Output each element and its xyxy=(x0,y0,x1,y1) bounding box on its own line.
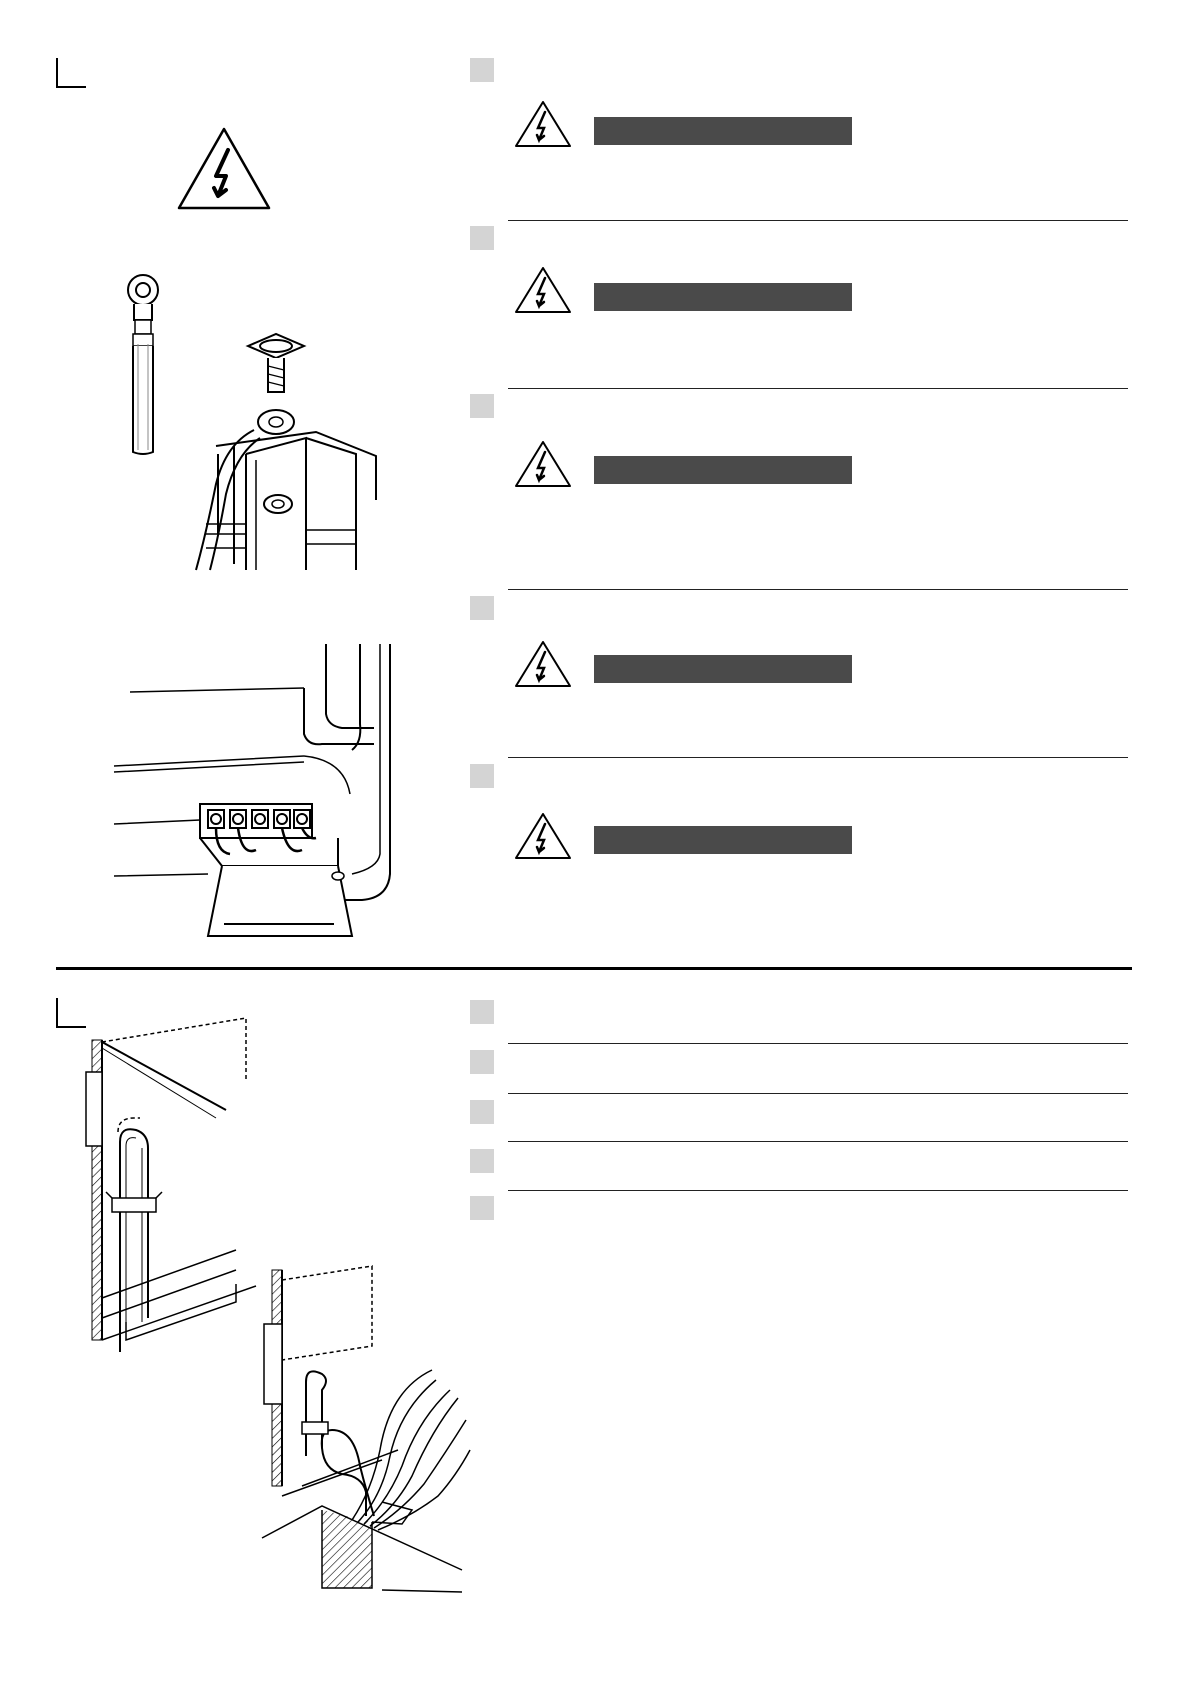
step-divider xyxy=(508,757,1128,758)
step-divider xyxy=(508,1093,1128,1094)
step-divider xyxy=(508,589,1128,590)
step-divider xyxy=(508,1141,1128,1142)
section-1-marker xyxy=(56,58,86,88)
warning-label-bar xyxy=(594,456,852,484)
step-marker xyxy=(470,226,494,250)
step-divider xyxy=(508,1190,1128,1191)
high-voltage-warning-icon xyxy=(176,126,272,212)
conduit-floor-cables-illustration xyxy=(262,1270,472,1610)
high-voltage-warning-icon xyxy=(514,812,572,860)
section-separator xyxy=(56,967,1132,970)
warning-label-bar xyxy=(594,826,852,854)
high-voltage-warning-icon xyxy=(514,100,572,148)
warning-label-bar xyxy=(594,117,852,145)
step-marker xyxy=(470,1100,494,1124)
high-voltage-warning-icon xyxy=(514,440,572,488)
ring-terminal-illustration xyxy=(116,272,176,460)
step-marker xyxy=(470,1000,494,1024)
section-2-marker xyxy=(56,998,86,1028)
high-voltage-warning-icon xyxy=(514,266,572,314)
step-marker xyxy=(470,1149,494,1173)
step-marker xyxy=(470,764,494,788)
step-marker xyxy=(470,596,494,620)
step-marker xyxy=(470,394,494,418)
step-divider xyxy=(508,1043,1128,1044)
warning-label-bar xyxy=(594,655,852,683)
step-marker xyxy=(470,1196,494,1220)
terminal-box-illustration xyxy=(112,644,402,940)
step-divider xyxy=(508,388,1128,389)
terminal-screw-illustration xyxy=(196,334,386,570)
warning-label-bar xyxy=(594,283,852,311)
step-marker xyxy=(470,1050,494,1074)
conduit-wall-rail-illustration xyxy=(86,1022,266,1344)
high-voltage-warning-icon xyxy=(514,640,572,688)
step-marker xyxy=(470,58,494,82)
step-divider xyxy=(508,220,1128,221)
